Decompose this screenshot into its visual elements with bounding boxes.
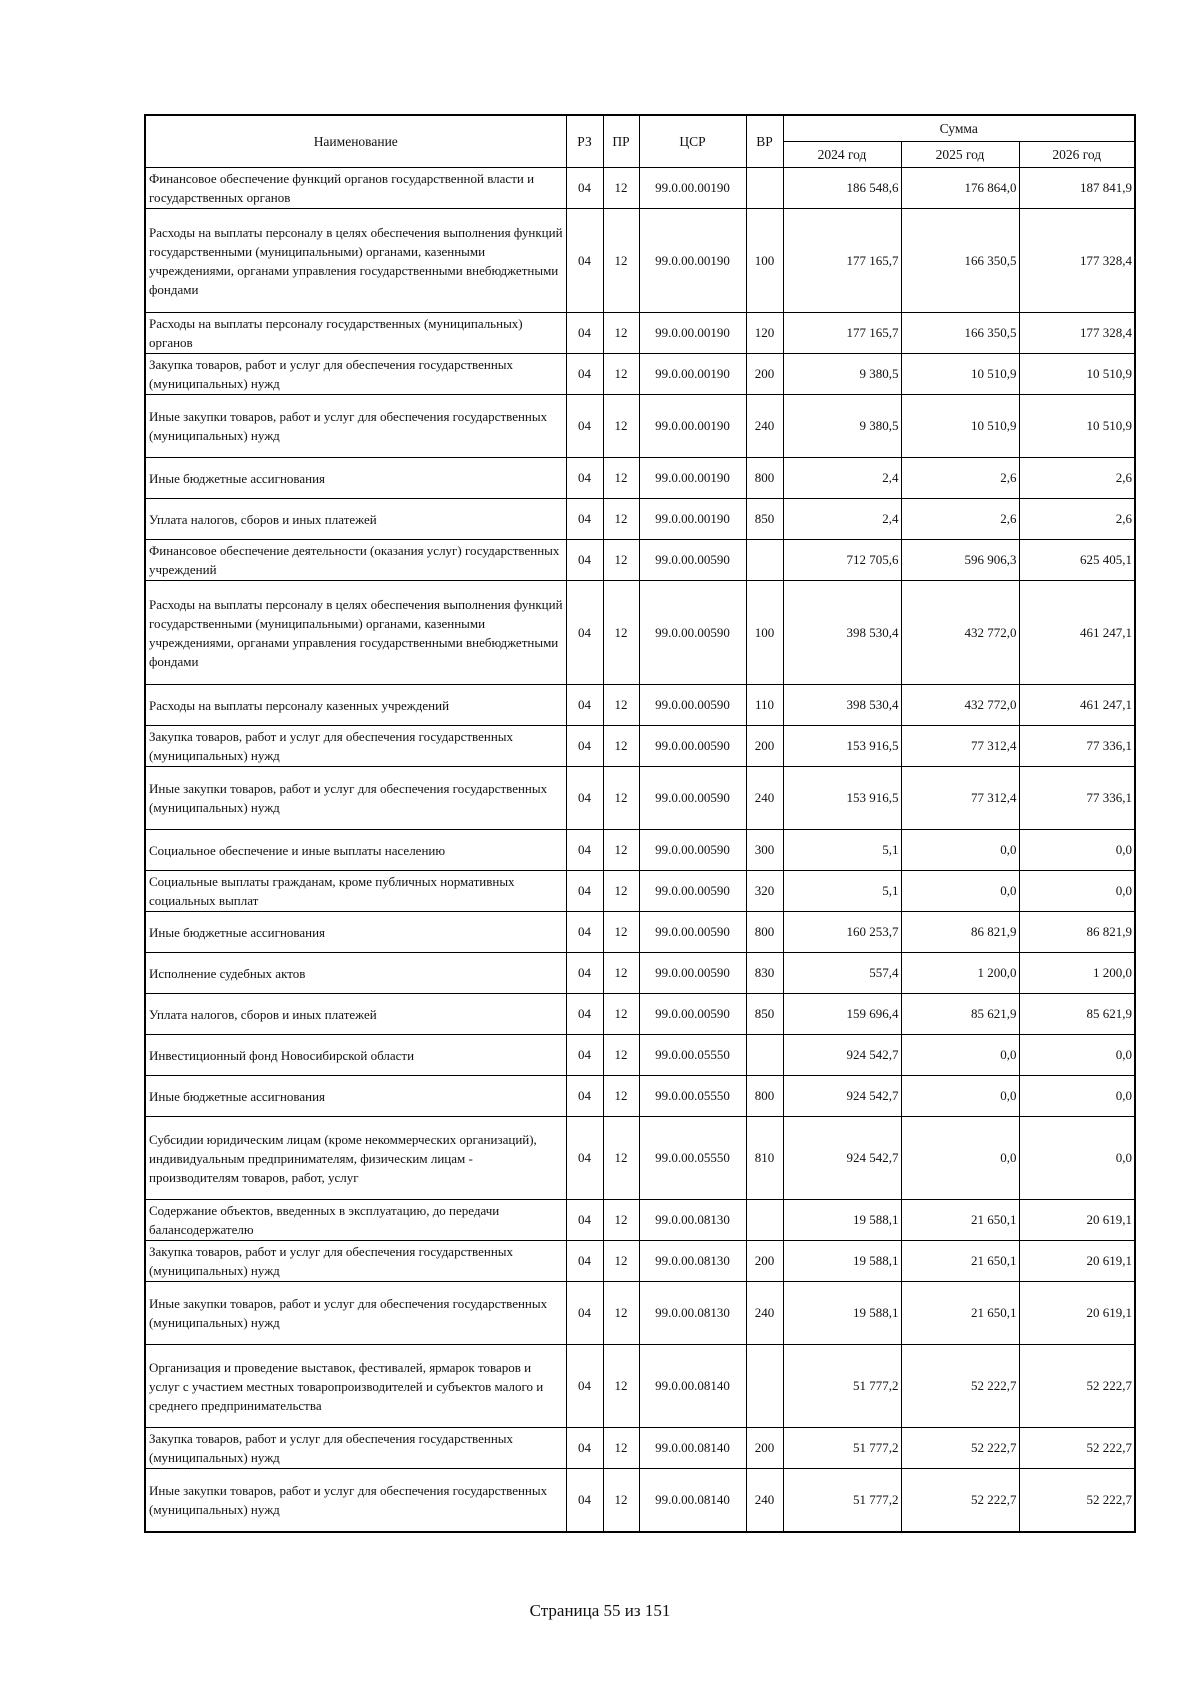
- table-row: [145, 499, 1135, 540]
- row-rz: 04: [566, 168, 603, 209]
- row-vr: 200: [746, 1241, 783, 1282]
- row-rz: 04: [566, 871, 603, 912]
- row-pr: 12: [603, 1241, 639, 1282]
- row-sum-2024: 2,4: [783, 458, 901, 499]
- row-pr: 12: [603, 871, 639, 912]
- row-rz: 04: [566, 1117, 603, 1200]
- row-vr: [746, 1345, 783, 1428]
- row-csr: 99.0.00.00590: [639, 871, 746, 912]
- row-sum-2025: 166 350,5: [901, 209, 1019, 313]
- row-name: Закупка товаров, работ и услуг для обеспечения государственных (муниципальных) нужд: [145, 354, 566, 395]
- header-sum: Сумма: [783, 115, 1135, 142]
- row-sum-2026: 20 619,1: [1019, 1282, 1135, 1345]
- row-name: Иные бюджетные ассигнования: [145, 1076, 566, 1117]
- row-pr: 12: [603, 354, 639, 395]
- table-row: [145, 168, 1135, 209]
- row-name: Расходы на выплаты персоналу в целях обеспечения выполнения функций государственными (муниципальными) органами, казенными учреждениями, органами управления государственными внебюджетными фондами: [145, 209, 566, 313]
- row-vr: 200: [746, 1428, 783, 1469]
- row-vr: [746, 540, 783, 581]
- row-csr: 99.0.00.00190: [639, 209, 746, 313]
- row-rz: 04: [566, 499, 603, 540]
- row-pr: 12: [603, 395, 639, 458]
- row-vr: 800: [746, 1076, 783, 1117]
- row-sum-2026: 177 328,4: [1019, 313, 1135, 354]
- row-sum-2025: 0,0: [901, 871, 1019, 912]
- row-sum-2024: 159 696,4: [783, 994, 901, 1035]
- row-pr: 12: [603, 1200, 639, 1241]
- row-pr: 12: [603, 1117, 639, 1200]
- row-sum-2026: 461 247,1: [1019, 581, 1135, 685]
- row-pr: 12: [603, 458, 639, 499]
- table-row: [145, 1076, 1135, 1117]
- row-csr: 99.0.00.00590: [639, 912, 746, 953]
- row-sum-2024: 924 542,7: [783, 1076, 901, 1117]
- row-vr: [746, 168, 783, 209]
- row-name: Иные бюджетные ассигнования: [145, 458, 566, 499]
- table-row: [145, 871, 1135, 912]
- row-sum-2026: 52 222,7: [1019, 1469, 1135, 1532]
- row-name: Организация и проведение выставок, фестивалей, ярмарок товаров и услуг с участием местных товаропроизводителей и субъектов малого и среднего предпринимательства: [145, 1345, 566, 1428]
- row-vr: 810: [746, 1117, 783, 1200]
- row-csr: 99.0.00.08130: [639, 1282, 746, 1345]
- row-sum-2024: 177 165,7: [783, 313, 901, 354]
- row-vr: 850: [746, 499, 783, 540]
- row-csr: 99.0.00.00590: [639, 581, 746, 685]
- row-csr: 99.0.00.08140: [639, 1428, 746, 1469]
- row-sum-2026: 2,6: [1019, 458, 1135, 499]
- row-sum-2025: 2,6: [901, 458, 1019, 499]
- row-rz: 04: [566, 354, 603, 395]
- row-sum-2024: 557,4: [783, 953, 901, 994]
- row-rz: 04: [566, 1345, 603, 1428]
- row-rz: 04: [566, 767, 603, 830]
- row-pr: 12: [603, 1345, 639, 1428]
- row-sum-2024: 51 777,2: [783, 1345, 901, 1428]
- row-sum-2026: 85 621,9: [1019, 994, 1135, 1035]
- row-sum-2024: 712 705,6: [783, 540, 901, 581]
- row-name: Исполнение судебных актов: [145, 953, 566, 994]
- row-rz: 04: [566, 1200, 603, 1241]
- row-sum-2026: 0,0: [1019, 871, 1135, 912]
- table-body: [145, 168, 1135, 1532]
- row-sum-2025: 52 222,7: [901, 1345, 1019, 1428]
- row-rz: 04: [566, 313, 603, 354]
- row-sum-2026: 2,6: [1019, 499, 1135, 540]
- row-pr: 12: [603, 912, 639, 953]
- table-row: [145, 581, 1135, 685]
- row-sum-2025: 77 312,4: [901, 767, 1019, 830]
- table-row: [145, 395, 1135, 458]
- row-name: Иные закупки товаров, работ и услуг для обеспечения государственных (муниципальных) нужд: [145, 395, 566, 458]
- table-row: [145, 1282, 1135, 1345]
- table-row: [145, 912, 1135, 953]
- row-sum-2025: 0,0: [901, 1076, 1019, 1117]
- row-sum-2025: 432 772,0: [901, 581, 1019, 685]
- row-rz: 04: [566, 395, 603, 458]
- row-sum-2026: 10 510,9: [1019, 354, 1135, 395]
- row-name: Иные бюджетные ассигнования: [145, 912, 566, 953]
- table-row: [145, 1428, 1135, 1469]
- row-csr: 99.0.00.00190: [639, 395, 746, 458]
- row-name: Социальное обеспечение и иные выплаты населению: [145, 830, 566, 871]
- row-sum-2026: 77 336,1: [1019, 767, 1135, 830]
- row-sum-2026: 77 336,1: [1019, 726, 1135, 767]
- row-sum-2026: 10 510,9: [1019, 395, 1135, 458]
- row-vr: 200: [746, 726, 783, 767]
- row-sum-2024: 19 588,1: [783, 1282, 901, 1345]
- row-vr: 850: [746, 994, 783, 1035]
- row-rz: 04: [566, 1282, 603, 1345]
- row-name: Расходы на выплаты персоналу государственных (муниципальных) органов: [145, 313, 566, 354]
- header-year-2026: 2026 год: [1019, 142, 1135, 168]
- row-csr: 99.0.00.05550: [639, 1117, 746, 1200]
- row-vr: 100: [746, 581, 783, 685]
- row-sum-2026: 0,0: [1019, 830, 1135, 871]
- table-row: [145, 458, 1135, 499]
- row-sum-2024: 19 588,1: [783, 1241, 901, 1282]
- row-pr: 12: [603, 209, 639, 313]
- row-sum-2024: 5,1: [783, 871, 901, 912]
- row-csr: 99.0.00.00590: [639, 830, 746, 871]
- row-csr: 99.0.00.08130: [639, 1200, 746, 1241]
- table-row: [145, 540, 1135, 581]
- row-pr: 12: [603, 540, 639, 581]
- row-sum-2026: 52 222,7: [1019, 1428, 1135, 1469]
- table-row: [145, 767, 1135, 830]
- page-number: Страница 55 из 151: [529, 1601, 671, 1620]
- row-csr: 99.0.00.08130: [639, 1241, 746, 1282]
- row-rz: 04: [566, 912, 603, 953]
- row-name: Уплата налогов, сборов и иных платежей: [145, 994, 566, 1035]
- row-name: Уплата налогов, сборов и иных платежей: [145, 499, 566, 540]
- row-sum-2025: 52 222,7: [901, 1428, 1019, 1469]
- row-name: Содержание объектов, введенных в эксплуатацию, до передачи балансодержателю: [145, 1200, 566, 1241]
- row-sum-2024: 924 542,7: [783, 1117, 901, 1200]
- header-csr: ЦСР: [639, 115, 746, 168]
- row-vr: 240: [746, 1282, 783, 1345]
- row-sum-2025: 0,0: [901, 1117, 1019, 1200]
- row-sum-2026: 0,0: [1019, 1035, 1135, 1076]
- row-sum-2024: 160 253,7: [783, 912, 901, 953]
- row-csr: 99.0.00.05550: [639, 1035, 746, 1076]
- row-pr: 12: [603, 1282, 639, 1345]
- row-pr: 12: [603, 767, 639, 830]
- header-pr: ПР: [603, 115, 639, 168]
- row-sum-2026: 52 222,7: [1019, 1345, 1135, 1428]
- table-row: [145, 1117, 1135, 1200]
- row-name: Иные закупки товаров, работ и услуг для обеспечения государственных (муниципальных) нужд: [145, 767, 566, 830]
- table-row: [145, 313, 1135, 354]
- row-sum-2025: 1 200,0: [901, 953, 1019, 994]
- row-sum-2024: 9 380,5: [783, 354, 901, 395]
- row-pr: 12: [603, 1428, 639, 1469]
- row-csr: 99.0.00.00190: [639, 499, 746, 540]
- row-sum-2026: 0,0: [1019, 1076, 1135, 1117]
- row-sum-2024: 5,1: [783, 830, 901, 871]
- row-sum-2024: 177 165,7: [783, 209, 901, 313]
- row-sum-2025: 21 650,1: [901, 1282, 1019, 1345]
- row-sum-2024: 924 542,7: [783, 1035, 901, 1076]
- row-csr: 99.0.00.08140: [639, 1469, 746, 1532]
- header-rz: РЗ: [566, 115, 603, 168]
- row-sum-2026: 625 405,1: [1019, 540, 1135, 581]
- row-pr: 12: [603, 1035, 639, 1076]
- row-csr: 99.0.00.08140: [639, 1345, 746, 1428]
- header-vr: ВР: [746, 115, 783, 168]
- row-sum-2024: 153 916,5: [783, 767, 901, 830]
- row-rz: 04: [566, 1035, 603, 1076]
- row-sum-2024: 398 530,4: [783, 581, 901, 685]
- row-name: Закупка товаров, работ и услуг для обеспечения государственных (муниципальных) нужд: [145, 1428, 566, 1469]
- table-row: [145, 1200, 1135, 1241]
- table-row: [145, 994, 1135, 1035]
- row-sum-2025: 596 906,3: [901, 540, 1019, 581]
- row-vr: 800: [746, 458, 783, 499]
- row-name: Расходы на выплаты персоналу казенных учреждений: [145, 685, 566, 726]
- row-pr: 12: [603, 685, 639, 726]
- row-rz: 04: [566, 1469, 603, 1532]
- row-rz: 04: [566, 1241, 603, 1282]
- row-sum-2026: 0,0: [1019, 1117, 1135, 1200]
- table-row: [145, 1345, 1135, 1428]
- row-name: Субсидии юридическим лицам (кроме некоммерческих организаций), индивидуальным предпринимателям, физическим лицам - производителям товаров, работ, услуг: [145, 1117, 566, 1200]
- row-name: Финансовое обеспечение деятельности (оказания услуг) государственных учреждений: [145, 540, 566, 581]
- table-row: [145, 1241, 1135, 1282]
- row-sum-2026: 1 200,0: [1019, 953, 1135, 994]
- row-rz: 04: [566, 994, 603, 1035]
- row-rz: 04: [566, 540, 603, 581]
- row-csr: 99.0.00.00190: [639, 354, 746, 395]
- row-sum-2025: 52 222,7: [901, 1469, 1019, 1532]
- row-sum-2025: 176 864,0: [901, 168, 1019, 209]
- row-rz: 04: [566, 953, 603, 994]
- row-name: Социальные выплаты гражданам, кроме публичных нормативных социальных выплат: [145, 871, 566, 912]
- row-sum-2026: 461 247,1: [1019, 685, 1135, 726]
- row-pr: 12: [603, 1076, 639, 1117]
- row-vr: [746, 1200, 783, 1241]
- row-rz: 04: [566, 685, 603, 726]
- row-sum-2024: 398 530,4: [783, 685, 901, 726]
- row-name: Иные закупки товаров, работ и услуг для обеспечения государственных (муниципальных) нужд: [145, 1282, 566, 1345]
- row-sum-2025: 166 350,5: [901, 313, 1019, 354]
- row-sum-2025: 10 510,9: [901, 395, 1019, 458]
- row-sum-2025: 432 772,0: [901, 685, 1019, 726]
- row-pr: 12: [603, 830, 639, 871]
- row-sum-2026: 187 841,9: [1019, 168, 1135, 209]
- row-sum-2024: 186 548,6: [783, 168, 901, 209]
- header-year-2025: 2025 год: [901, 142, 1019, 168]
- row-sum-2025: 2,6: [901, 499, 1019, 540]
- row-rz: 04: [566, 1076, 603, 1117]
- row-sum-2024: 153 916,5: [783, 726, 901, 767]
- table-row: [145, 1469, 1135, 1532]
- header-year-2024: 2024 год: [783, 142, 901, 168]
- row-csr: 99.0.00.05550: [639, 1076, 746, 1117]
- row-name: Закупка товаров, работ и услуг для обеспечения государственных (муниципальных) нужд: [145, 726, 566, 767]
- row-sum-2024: 19 588,1: [783, 1200, 901, 1241]
- row-rz: 04: [566, 458, 603, 499]
- row-vr: 240: [746, 767, 783, 830]
- row-vr: 200: [746, 354, 783, 395]
- row-sum-2025: 10 510,9: [901, 354, 1019, 395]
- row-pr: 12: [603, 1469, 639, 1532]
- row-sum-2025: 86 821,9: [901, 912, 1019, 953]
- row-csr: 99.0.00.00590: [639, 685, 746, 726]
- row-pr: 12: [603, 313, 639, 354]
- row-sum-2024: 2,4: [783, 499, 901, 540]
- row-sum-2025: 85 621,9: [901, 994, 1019, 1035]
- row-csr: 99.0.00.00190: [639, 168, 746, 209]
- row-name: Финансовое обеспечение функций органов государственной власти и государственных органов: [145, 168, 566, 209]
- row-vr: 320: [746, 871, 783, 912]
- row-csr: 99.0.00.00590: [639, 726, 746, 767]
- table-row: [145, 1035, 1135, 1076]
- row-sum-2024: 9 380,5: [783, 395, 901, 458]
- row-pr: 12: [603, 726, 639, 767]
- table-row: [145, 685, 1135, 726]
- row-vr: 300: [746, 830, 783, 871]
- row-name: Закупка товаров, работ и услуг для обеспечения государственных (муниципальных) нужд: [145, 1241, 566, 1282]
- row-csr: 99.0.00.00590: [639, 540, 746, 581]
- table-row: [145, 726, 1135, 767]
- row-vr: 800: [746, 912, 783, 953]
- header-name: Наименование: [145, 115, 566, 168]
- row-pr: 12: [603, 994, 639, 1035]
- row-sum-2026: 20 619,1: [1019, 1241, 1135, 1282]
- row-csr: 99.0.00.00590: [639, 953, 746, 994]
- row-sum-2024: 51 777,2: [783, 1469, 901, 1532]
- row-sum-2025: 77 312,4: [901, 726, 1019, 767]
- row-rz: 04: [566, 581, 603, 685]
- row-name: Расходы на выплаты персоналу в целях обеспечения выполнения функций государственными (муниципальными) органами, казенными учреждениями, органами управления государственными внебюджетными фондами: [145, 581, 566, 685]
- row-sum-2025: 0,0: [901, 830, 1019, 871]
- row-vr: [746, 1035, 783, 1076]
- row-sum-2025: 21 650,1: [901, 1241, 1019, 1282]
- row-csr: 99.0.00.00590: [639, 994, 746, 1035]
- row-pr: 12: [603, 168, 639, 209]
- table-row: [145, 209, 1135, 313]
- row-sum-2026: 20 619,1: [1019, 1200, 1135, 1241]
- row-name: Инвестиционный фонд Новосибирской области: [145, 1035, 566, 1076]
- row-sum-2026: 177 328,4: [1019, 209, 1135, 313]
- row-pr: 12: [603, 581, 639, 685]
- row-csr: 99.0.00.00190: [639, 458, 746, 499]
- table-row: [145, 953, 1135, 994]
- table-row: [145, 354, 1135, 395]
- row-pr: 12: [603, 953, 639, 994]
- row-csr: 99.0.00.00190: [639, 313, 746, 354]
- row-sum-2026: 86 821,9: [1019, 912, 1135, 953]
- row-sum-2024: 51 777,2: [783, 1428, 901, 1469]
- row-vr: 830: [746, 953, 783, 994]
- row-vr: 120: [746, 313, 783, 354]
- row-rz: 04: [566, 830, 603, 871]
- row-pr: 12: [603, 499, 639, 540]
- row-csr: 99.0.00.00590: [639, 767, 746, 830]
- row-name: Иные закупки товаров, работ и услуг для обеспечения государственных (муниципальных) нужд: [145, 1469, 566, 1532]
- row-vr: 110: [746, 685, 783, 726]
- row-vr: 100: [746, 209, 783, 313]
- row-sum-2025: 21 650,1: [901, 1200, 1019, 1241]
- table-row: [145, 830, 1135, 871]
- row-rz: 04: [566, 1428, 603, 1469]
- row-vr: 240: [746, 1469, 783, 1532]
- row-rz: 04: [566, 726, 603, 767]
- row-vr: 240: [746, 395, 783, 458]
- budget-table: [144, 114, 1136, 1533]
- row-rz: 04: [566, 209, 603, 313]
- row-sum-2025: 0,0: [901, 1035, 1019, 1076]
